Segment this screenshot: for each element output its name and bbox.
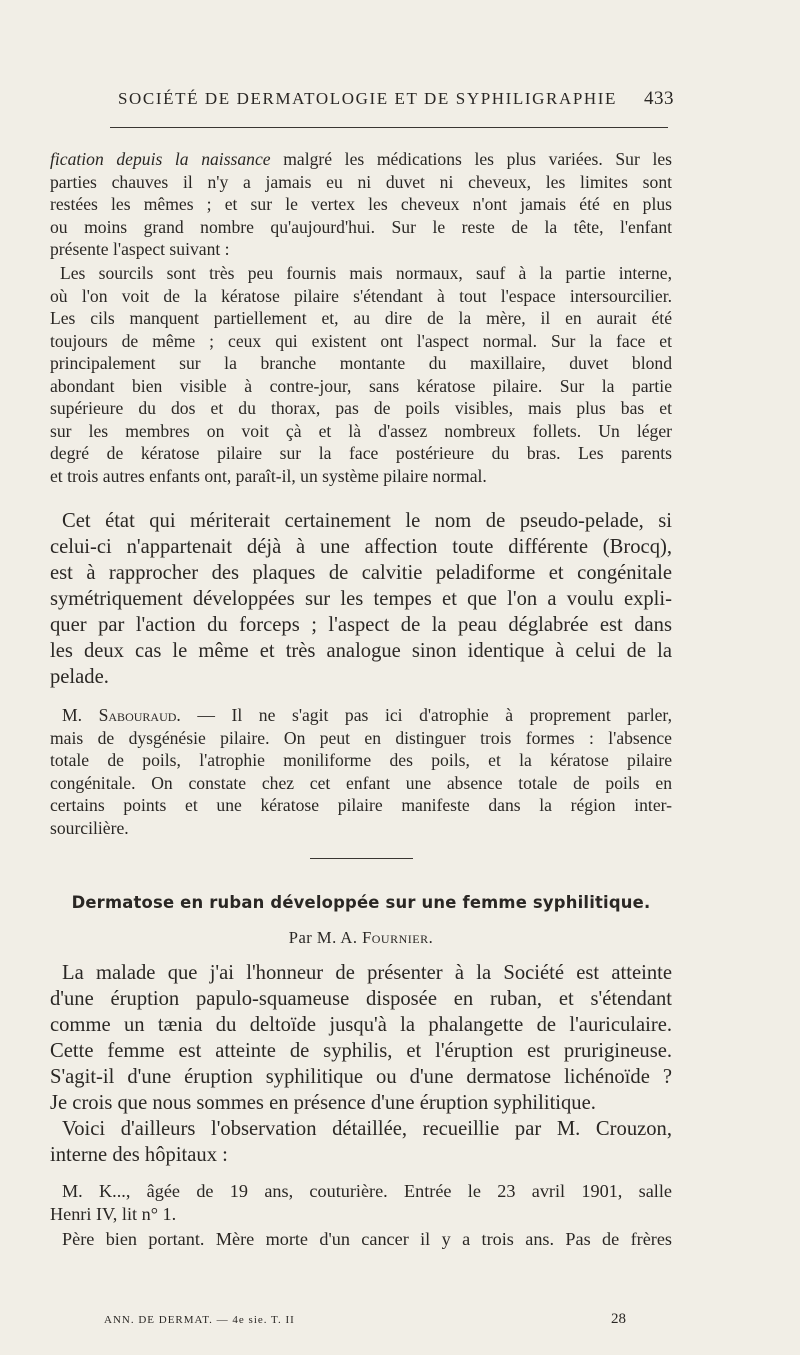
- text-line: sourcilière.: [50, 817, 129, 838]
- text-line: interne des hôpitaux :: [50, 1144, 228, 1166]
- running-title: SOCIÉTÉ DE DERMATOLOGIE ET DE SYPHILIGRAPHIE: [118, 89, 618, 108]
- paragraph-family: [50, 1228, 672, 1251]
- text-line: symétriquement développées sur les tempes et que l'on a voulu expli-: [50, 588, 672, 610]
- byline: [50, 928, 672, 948]
- speaker-rest: — Il ne s'agit pas ici d'atrophie à proprement parler,: [180, 705, 672, 725]
- text-line: Cette femme est atteinte de syphilis, et l'éruption est prurigineuse.: [50, 1040, 672, 1062]
- text-line: les deux cas le même et très analogue sinon identique à celui de la: [50, 640, 672, 662]
- italic-lead: fication depuis la naissance: [50, 149, 271, 169]
- page-number: 433: [644, 88, 674, 109]
- text-line: restées les mêmes ; et sur le vertex les cheveux n'ont jamais été en plus: [50, 194, 672, 214]
- text-line: pelade.: [50, 666, 109, 688]
- text-line: certains points et une kératose pilaire manifeste dans la région inter-: [50, 795, 672, 815]
- paragraph-continuation: [50, 148, 672, 261]
- text-line: sur les membres on voit çà et là d'assez nombreux follets. Un léger: [50, 420, 672, 441]
- text-line: comme un tænia du deltoïde jusqu'à la phalangette de l'auriculaire.: [50, 1014, 672, 1036]
- text-line: toujours de même ; ceux qui existent ont l'aspect normal. Sur la face et: [50, 330, 672, 351]
- text-line: est à rapprocher des plaques de calvitie peladiforme et congénitale: [50, 562, 672, 584]
- text-line: Les sourcils sont très peu fournis mais normaux, sauf à la partie interne,: [60, 263, 672, 283]
- text-line: parties chauves il n'y a jamais eu ni duvet ni cheveux, les limites sont: [50, 171, 672, 192]
- paragraph-observation: [50, 1116, 672, 1168]
- text-line: degré de kératose pilaire sur la face postérieure du bras. Les parents: [50, 443, 672, 463]
- text-line: Père bien portant. Mère morte d'un cancer il y a trois ans. Pas de frères: [62, 1229, 672, 1249]
- text-line: mais de dysgénésie pilaire. On peut en distinguer trois formes : l'absence: [50, 727, 672, 748]
- speaker-initial: M.: [62, 705, 99, 725]
- text-line: quer par l'action du forceps ; l'aspect de la peau déglabrée est dans: [50, 614, 672, 636]
- paragraph-sabouraud: [50, 704, 672, 839]
- text-line: Henri IV, lit n° 1.: [50, 1204, 177, 1224]
- paragraph-pseudo-pelade: [50, 508, 672, 690]
- page-footer: [104, 1311, 626, 1328]
- text-line: congénitale. On constate chez cet enfant une absence totale de poils en: [50, 772, 672, 793]
- text-line: supérieure du dos et du thorax, pas de poils visibles, mais plus bas et: [50, 398, 672, 418]
- section-separator: [310, 858, 413, 859]
- text-line: celui-ci n'appartenait déjà à une affection toute différente (Brocq),: [50, 536, 672, 558]
- text-line: ou moins grand nombre qu'aujourd'hui. Sur le reste de la tête, l'enfant: [50, 216, 672, 237]
- lead-rest: malgré les médications les plus variées. Sur les: [270, 149, 672, 169]
- text-line: La malade que j'ai l'honneur de présenter à la Société est atteinte: [62, 962, 672, 984]
- text-line: principalement sur la branche montante du maxillaire, duvet blond: [50, 353, 672, 373]
- section-title: Dermatose en ruban développée sur une femme syphilitique.: [71, 893, 651, 912]
- text-line: Voici d'ailleurs l'observation détaillée, recueillie par M. Crouzon,: [62, 1118, 672, 1140]
- text-line: Cet état qui mériterait certainement le nom de pseudo-pelade, si: [62, 510, 672, 532]
- byline-prefix: Par M. A.: [288, 928, 363, 947]
- text-line: abondant bien visible à contre-jour, sans kératose pilaire. Sur la partie: [50, 375, 672, 396]
- journal-abbrev: ANN. DE DERMAT. — 4e sie. T. II: [104, 1314, 295, 1326]
- text-line: présente l'aspect suivant :: [50, 239, 230, 259]
- running-header: [118, 88, 674, 110]
- text-line: M. K..., âgée de 19 ans, couturière. Entrée le 23 avril 1901, salle: [62, 1181, 672, 1201]
- text-line: totale de poils, l'atrophie moniliforme des poils, et la kératose pilaire: [50, 750, 672, 770]
- speaker-name: Sabouraud.: [98, 705, 181, 725]
- text-line: Les cils manquent partiellement et, au dire de la mère, il en aurait été: [50, 308, 672, 328]
- text-line: d'une éruption papulo-squameuse disposée en ruban, et s'étendant: [50, 988, 672, 1010]
- author-name: Fournier.: [362, 928, 434, 947]
- signature-mark: 28: [611, 1311, 626, 1327]
- paragraph-malade: [50, 960, 672, 1116]
- text-line: et trois autres enfants ont, paraît-il, un système pilaire normal.: [50, 465, 487, 486]
- paragraph-sourcils: [50, 262, 672, 487]
- text-line: S'agit-il d'une éruption syphilitique ou d'une dermatose lichénoïde ?: [50, 1066, 672, 1088]
- text-line: où l'on voit de la kératose pilaire s'étendant à tout l'espace intersourcilier.: [50, 285, 672, 306]
- paragraph-patient: [50, 1180, 672, 1226]
- header-rule: [110, 127, 668, 128]
- text-line: Je crois que nous sommes en présence d'une éruption syphilitique.: [50, 1092, 596, 1114]
